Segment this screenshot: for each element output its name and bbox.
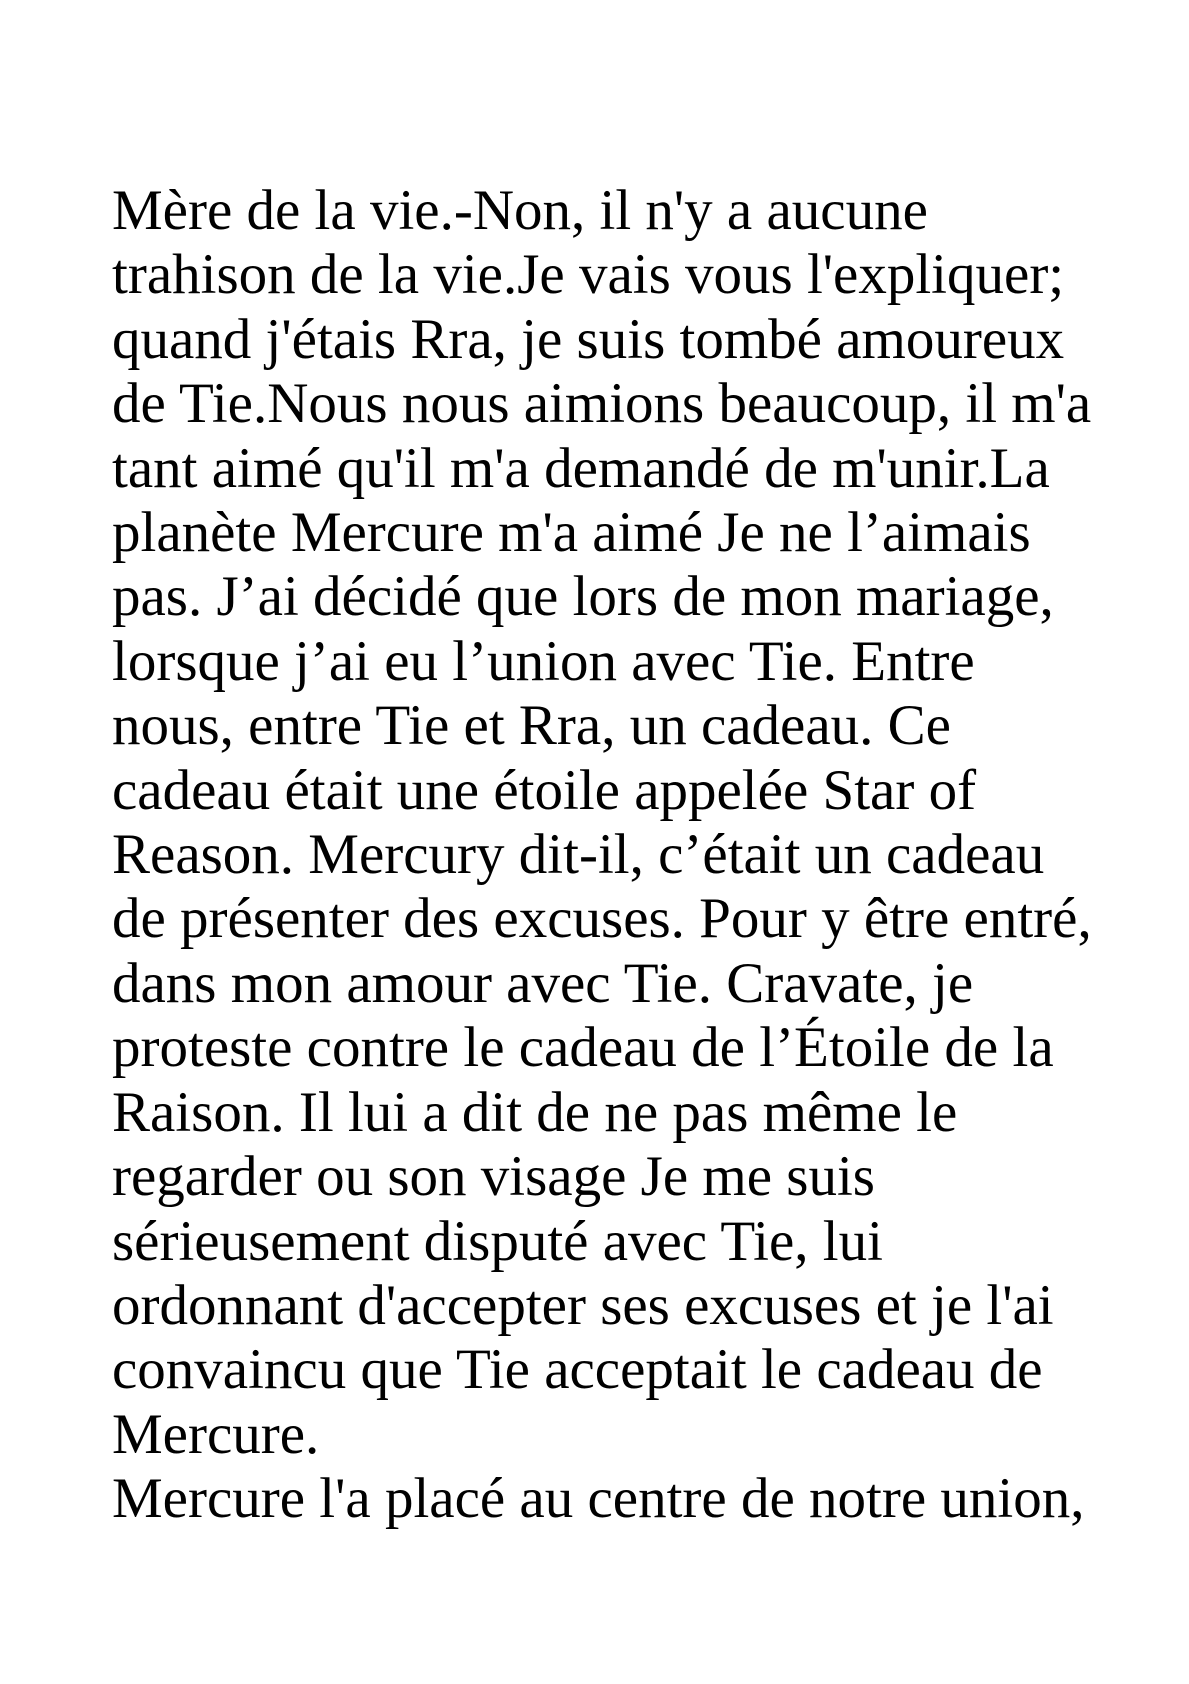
text-line: quand j'étais Rra, je suis tombé amoureux [112,307,1065,371]
text-line: cadeau était une étoile appelée Star of [112,758,977,822]
text-line: convaincu que Tie acceptait le cadeau de [112,1338,1043,1402]
text-line: Raison. Il lui a dit de ne pas même le [112,1080,958,1144]
text-line: proteste contre le cadeau de l’Étoile de la [112,1016,1054,1080]
body-text [112,179,1122,1532]
text-line: sérieusement disputé avec Tie, lui [112,1209,883,1273]
text-line: regarder ou son visage Je me suis [112,1145,875,1209]
text-line: Mercure. [112,1402,320,1466]
text-line: Mère de la vie.-Non, il n'y a aucune [112,179,928,242]
text-line: pas. J’ai décidé que lors de mon mariage, [112,565,1054,629]
text-line: planète Mercure m'a aimé Je ne l’aimais [112,501,1031,565]
text-line: Reason. Mercury dit-il, c’était un cadeau [112,823,1045,887]
text-line: dans mon amour avec Tie. Cravate, je [112,951,974,1015]
text-line: ordonnant d'accepter ses excuses et je l'ai [112,1273,1054,1337]
text-line: tant aimé qu'il m'a demandé de m'unir.La [112,436,1050,500]
text-line: lorsque j’ai eu l’union avec Tie. Entre [112,629,975,693]
text-line: de Tie.Nous nous aimions beaucoup, il m'a [112,372,1092,436]
text-line: nous, entre Tie et Rra, un cadeau. Ce [112,694,951,758]
text-line: Mercure l'a placé au centre de notre union, [112,1467,1085,1531]
text-line: trahison de la vie.Je vais vous l'expliquer; [112,243,1065,307]
text-line: de présenter des excuses. Pour y être entré, [112,887,1092,951]
